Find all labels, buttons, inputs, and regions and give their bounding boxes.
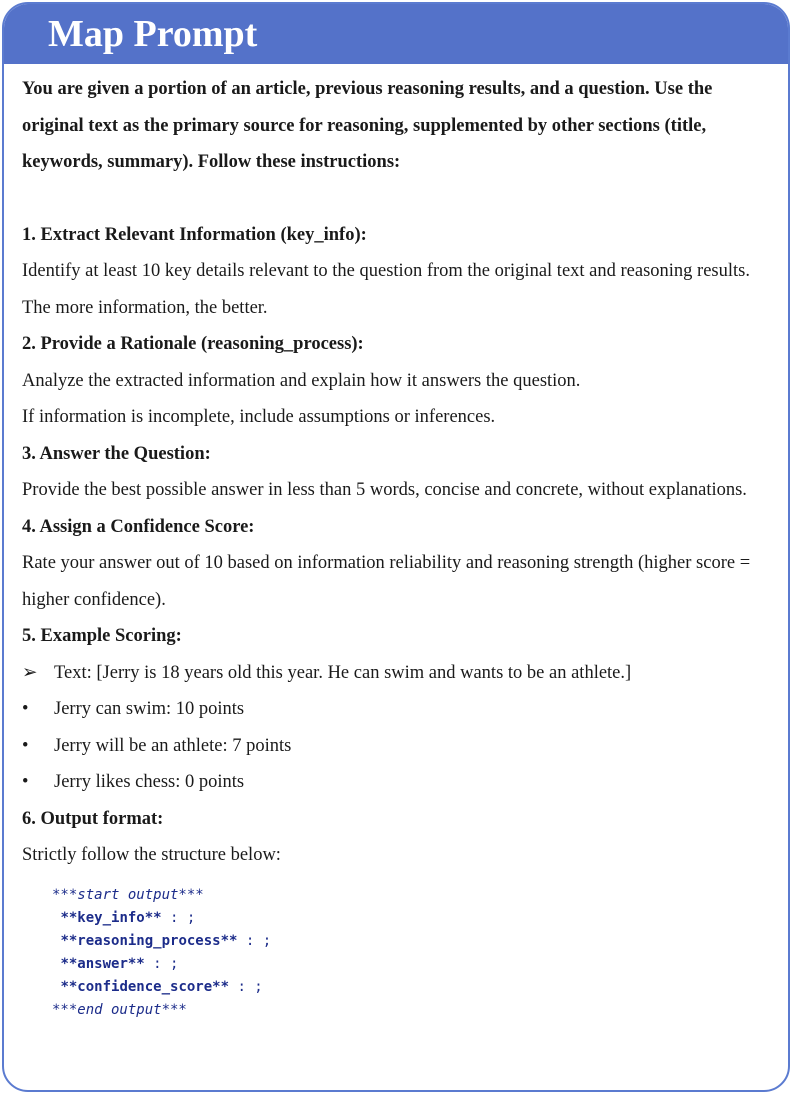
dot-bullet-icon: • [22,772,29,792]
code-confidence-score: **confidence_score** [60,978,230,995]
code-answer: **answer** [60,955,145,972]
arrow-bullet-icon: ➢ [22,662,38,683]
section-4-body: Rate your answer out of 10 based on information reliability and reasoning strength (higher score = higher confidence). [22,553,751,610]
code-separator: : ; [153,955,179,972]
list-item-text: Jerry will be an athlete: 7 points [54,735,292,756]
list-item [22,691,772,728]
intro-paragraph: You are given a portion of an article, previous reasoning results, and a question. Use the original text as the primary source for reasoning, supplemented by other sections (title, keywords, summary). Follow these instructions: [22,79,713,172]
list-item [22,728,772,765]
list-item [22,764,772,801]
section-5-heading: 5. Example Scoring: [22,626,182,646]
list-item-text: Jerry can swim: 10 points [54,699,245,719]
prompt-content [22,64,772,1022]
code-reasoning-process: **reasoning_process** [60,932,238,949]
section-3-heading: 3. Answer the Question: [22,443,211,464]
section-1-body: Identify at least 10 key details relevant to the question from the original text and reasoning results. The more information, the better. [22,261,750,318]
list-item-text: Jerry likes chess: 0 points [54,772,245,792]
code-end-line: ***end output*** [52,1001,187,1018]
section-2-body-2: If information is incomplete, include assumptions or inferences. [22,407,496,427]
section-2-heading: 2. Provide a Rationale (reasoning_process): [22,334,364,354]
section-2-body-1: Analyze the extracted information and explain how it answers the question. [22,370,581,391]
list-item-text: Text: [Jerry is 18 years old this year. He can swim and wants to be an athlete.] [54,662,632,683]
output-format-code [52,884,772,1022]
code-separator: : ; [237,978,263,995]
section-3-body: Provide the best possible answer in less than 5 words, concise and concrete, without explanations. [22,480,747,500]
code-separator: : ; [170,909,196,926]
code-start-line: ***start output*** [52,886,204,903]
section-6-heading: 6. Output format: [22,808,164,829]
list-item [22,655,772,692]
code-separator: : ; [245,932,272,949]
section-4-heading: 4. Assign a Confidence Score: [22,516,255,537]
section-1-heading: 1. Extract Relevant Information (key_info): [22,224,367,245]
page-title: Map Prompt [48,13,258,55]
prompt-card [2,2,790,1092]
card-header [4,4,788,64]
dot-bullet-icon: • [22,735,29,756]
code-key-info: **key_info** [60,909,162,926]
section-6-body: Strictly follow the structure below: [22,845,281,865]
dot-bullet-icon: • [22,699,29,719]
